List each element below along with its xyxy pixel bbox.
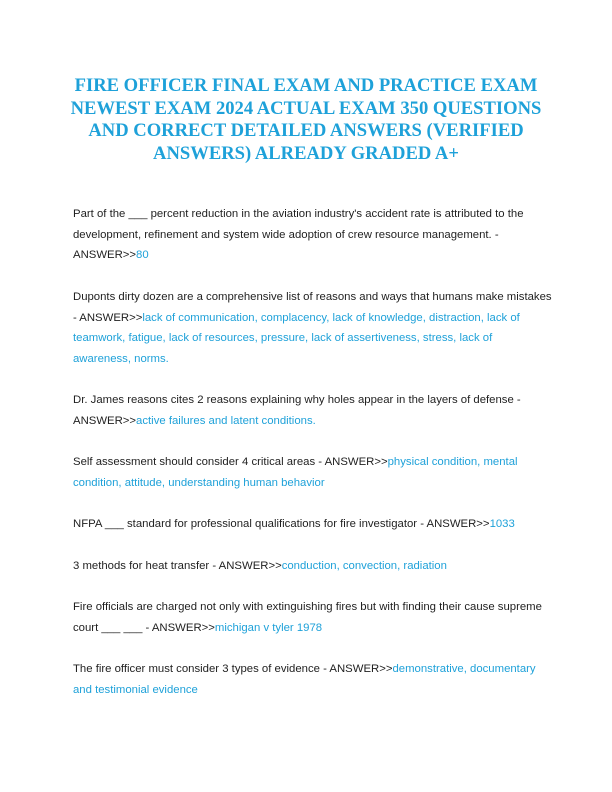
answer-prefix: - ANSWER>>	[145, 621, 215, 634]
question-text: The fire officer must consider 3 types of evidence	[73, 663, 320, 676]
answer-prefix: - ANSWER>>	[73, 311, 143, 324]
qa-item-6	[73, 556, 553, 577]
answer-text: demonstrative, documentary and testimonial evidence	[73, 663, 536, 697]
question-text: Fire officials are charged not only with extinguishing fires but with finding their cause supreme court ___ ___	[73, 601, 542, 634]
qa-list	[73, 204, 553, 721]
answer-text: michigan v tyler 1978	[214, 621, 323, 634]
question-text: Dr. James reasons cites 2 reasons explaining why holes appear in the layers of defense	[73, 394, 514, 407]
qa-item-3	[73, 390, 553, 431]
answer-prefix: - ANSWER>>	[420, 518, 490, 531]
answer-text: 1033	[489, 518, 515, 531]
answer-prefix: - ANSWER>>	[73, 394, 521, 427]
qa-item-7	[73, 597, 553, 638]
question-text: Self assessment should consider 4 critical areas	[73, 456, 316, 469]
question-text: Part of the ___ percent reduction in the aviation industry's accident rate is attributed to the development, refinement and system wide adoption of crew resource management.	[73, 208, 524, 241]
answer-text: active failures and latent conditions.	[136, 415, 316, 427]
document-title: FIRE OFFICER FINAL EXAM AND PRACTICE EXAM NEWEST EXAM 2024 ACTUAL EXAM 350 QUESTIONS AND CORRECT DETAILED ANSWERS (VERIFIED ANSWERS) ALREADY GRADED A+	[70, 75, 542, 164]
answer-prefix: - ANSWER>>	[212, 559, 282, 572]
qa-item-4	[73, 452, 553, 493]
answer-prefix: - ANSWER>>	[323, 663, 393, 676]
answer-prefix: - ANSWER>>	[73, 228, 499, 262]
qa-item-1	[73, 204, 553, 266]
qa-item-5	[73, 514, 553, 535]
answer-text: physical condition, mental condition, attitude, understanding human behavior	[73, 456, 518, 490]
answer-text: lack of communication, complacency, lack of knowledge, distraction, lack of teamwork, fatigue, lack of resources, pressure, lack of assertiveness, stress, lack of awareness, norms.	[73, 311, 520, 365]
question-text: NFPA ___ standard for professional qualifications for fire investigator	[73, 518, 418, 531]
answer-text: 80	[136, 249, 149, 262]
qa-item-2	[73, 287, 553, 370]
answer-prefix: - ANSWER>>	[318, 456, 388, 469]
question-text: Duponts dirty dozen are a comprehensive list of reasons and ways that humans make mistakes	[73, 290, 552, 303]
answer-text: conduction, convection, radiation	[281, 559, 447, 572]
qa-item-8	[73, 659, 553, 700]
question-text: 3 methods for heat transfer	[73, 559, 210, 572]
